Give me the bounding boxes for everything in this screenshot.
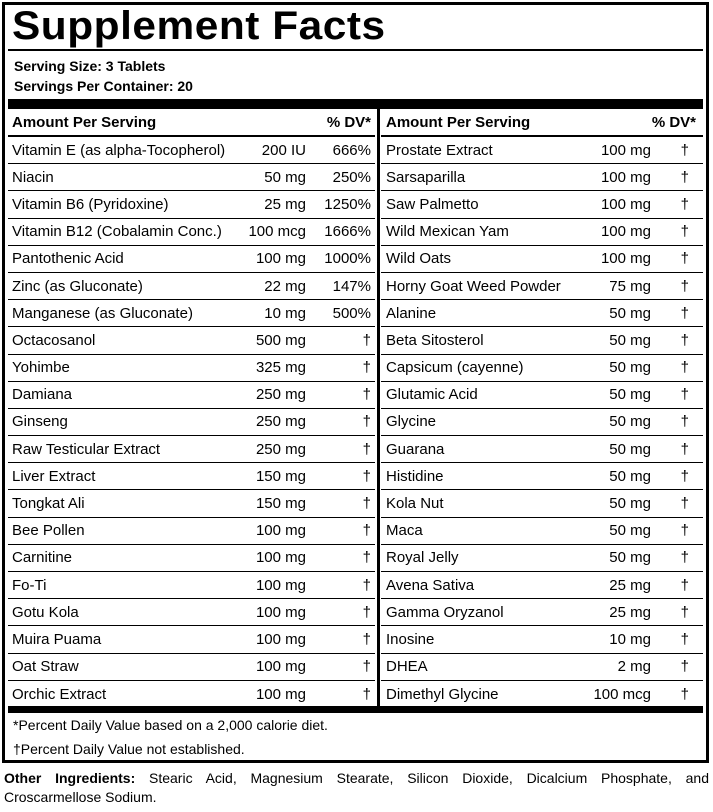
nutrient-row bbox=[8, 626, 375, 653]
nutrient-name: DHEA bbox=[386, 658, 428, 676]
nutrient-name: Ginseng bbox=[12, 413, 68, 431]
nutrient-amount: 100 mg bbox=[255, 549, 306, 567]
nutrient-name: Prostate Extract bbox=[386, 141, 493, 159]
nutrient-amount: 50 mg bbox=[609, 495, 651, 513]
nutrient-name: Liver Extract bbox=[12, 467, 96, 485]
nutrient-row bbox=[8, 518, 375, 545]
nutrient-amount: 500 mg bbox=[255, 331, 306, 349]
nutrient-name: Vitamin B12 (Cobalamin Conc.) bbox=[12, 223, 222, 241]
thick-rule-top bbox=[8, 99, 703, 109]
nutrient-row bbox=[381, 191, 703, 218]
nutrient-amount: 150 mg bbox=[255, 467, 306, 485]
nutrient-dv: 666% bbox=[332, 141, 371, 159]
nutrient-dv: † bbox=[680, 250, 689, 268]
nutrient-dv: † bbox=[680, 467, 689, 485]
nutrient-row bbox=[381, 681, 703, 708]
nutrient-amount: 100 mcg bbox=[593, 685, 651, 703]
nutrient-name: Fo-Ti bbox=[12, 576, 47, 594]
nutrient-dv: † bbox=[362, 495, 371, 513]
nutrient-row bbox=[8, 137, 375, 164]
nutrient-amount: 100 mg bbox=[600, 250, 651, 268]
nutrient-amount: 100 mg bbox=[600, 223, 651, 241]
nutrient-amount: 50 mg bbox=[609, 549, 651, 567]
nutrient-amount: 100 mg bbox=[600, 195, 651, 213]
nutrient-amount: 22 mg bbox=[264, 277, 306, 295]
nutrient-row bbox=[381, 654, 703, 681]
nutrient-row bbox=[8, 463, 375, 490]
nutrient-dv: 500% bbox=[332, 304, 371, 322]
nutrient-name: Gotu Kola bbox=[12, 603, 79, 621]
nutrient-amount: 250 mg bbox=[255, 413, 306, 431]
nutrient-name: Gamma Oryzanol bbox=[386, 603, 504, 621]
nutrient-amount: 325 mg bbox=[255, 359, 306, 377]
nutrient-row bbox=[8, 599, 375, 626]
nutrient-dv: † bbox=[362, 467, 371, 485]
other-ingredients bbox=[4, 769, 709, 807]
nutrient-name: Wild Mexican Yam bbox=[386, 223, 509, 241]
nutrient-row bbox=[381, 300, 703, 327]
column-divider bbox=[377, 109, 380, 706]
nutrient-name: Vitamin B6 (Pyridoxine) bbox=[12, 195, 169, 213]
column-header bbox=[381, 109, 703, 137]
nutrient-dv: † bbox=[362, 440, 371, 458]
nutrient-name: Zinc (as Gluconate) bbox=[12, 277, 143, 295]
nutrient-name: Kola Nut bbox=[386, 495, 444, 513]
amount-per-serving-header: Amount Per Serving bbox=[12, 113, 157, 131]
nutrient-row bbox=[381, 545, 703, 572]
nutrient-amount: 100 mg bbox=[600, 168, 651, 186]
nutrient-row bbox=[8, 327, 375, 354]
nutrient-row bbox=[8, 572, 375, 599]
nutrient-row bbox=[381, 164, 703, 191]
nutrient-row bbox=[8, 490, 375, 517]
nutrient-row bbox=[8, 273, 375, 300]
nutrient-dv: † bbox=[680, 576, 689, 594]
nutrient-amount: 50 mg bbox=[264, 168, 306, 186]
footnote-daily-value: *Percent Daily Value based on a 2,000 calorie diet. bbox=[13, 717, 328, 733]
nutrient-name: Octacosanol bbox=[12, 331, 96, 349]
nutrient-row bbox=[381, 409, 703, 436]
nutrient-dv: † bbox=[362, 522, 371, 540]
amount-per-serving-header: Amount Per Serving bbox=[386, 113, 531, 131]
nutrient-dv: † bbox=[362, 359, 371, 377]
column-header bbox=[8, 109, 375, 137]
nutrient-row bbox=[381, 463, 703, 490]
nutrient-dv: † bbox=[680, 141, 689, 159]
nutrient-amount: 50 mg bbox=[609, 359, 651, 377]
nutrient-dv: † bbox=[362, 331, 371, 349]
nutrient-dv: † bbox=[680, 359, 689, 377]
nutrient-amount: 100 mg bbox=[255, 522, 306, 540]
nutrient-row bbox=[381, 273, 703, 300]
nutrient-amount: 100 mcg bbox=[248, 223, 306, 241]
nutrient-dv: † bbox=[362, 576, 371, 594]
nutrient-name: Guarana bbox=[386, 440, 445, 458]
nutrient-amount: 50 mg bbox=[609, 386, 651, 404]
nutrient-row bbox=[381, 572, 703, 599]
nutrient-name: Capsicum (cayenne) bbox=[386, 359, 524, 377]
nutrient-dv: † bbox=[680, 495, 689, 513]
nutrient-name: Wild Oats bbox=[386, 250, 452, 268]
nutrient-name: Horny Goat Weed Powder bbox=[386, 277, 561, 295]
nutrient-name: Glycine bbox=[386, 413, 437, 431]
nutrient-row bbox=[381, 490, 703, 517]
dv-header: % DV* bbox=[326, 113, 371, 131]
nutrient-name: Bee Pollen bbox=[12, 522, 85, 540]
serving-size: Serving Size: 3 Tablets bbox=[14, 58, 166, 74]
nutrient-dv: † bbox=[680, 277, 689, 295]
nutrient-name: Carnitine bbox=[12, 549, 73, 567]
nutrient-name: Raw Testicular Extract bbox=[12, 440, 161, 458]
nutrient-dv: † bbox=[680, 603, 689, 621]
nutrient-row bbox=[381, 599, 703, 626]
nutrient-dv: † bbox=[680, 223, 689, 241]
other-ingredients-text: Stearic Acid, Magnesium Stearate, Silicon Dioxide, Dicalcium Phosphate, and Croscarmellose Sodium. bbox=[4, 770, 709, 805]
supplement-facts-panel bbox=[2, 2, 709, 763]
nutrient-amount: 100 mg bbox=[255, 685, 306, 703]
nutrient-row bbox=[8, 382, 375, 409]
nutrient-name: Manganese (as Gluconate) bbox=[12, 304, 193, 322]
nutrient-amount: 250 mg bbox=[255, 440, 306, 458]
nutrient-dv: 1250% bbox=[324, 195, 371, 213]
nutrient-dv: † bbox=[680, 168, 689, 186]
nutrient-name: Damiana bbox=[12, 386, 73, 404]
nutrient-amount: 25 mg bbox=[609, 603, 651, 621]
nutrient-dv: 250% bbox=[332, 168, 371, 186]
nutrient-row bbox=[381, 382, 703, 409]
nutrient-row bbox=[8, 545, 375, 572]
nutrient-dv: 1000% bbox=[324, 250, 371, 268]
right-nutrient-rows bbox=[381, 137, 703, 708]
nutrient-dv: † bbox=[680, 549, 689, 567]
panel-title: Supplement Facts bbox=[12, 4, 386, 48]
nutrient-name: Vitamin E (as alpha-Tocopherol) bbox=[12, 141, 226, 159]
nutrient-name: Maca bbox=[386, 522, 423, 540]
nutrient-name: Alanine bbox=[386, 304, 437, 322]
nutrient-amount: 50 mg bbox=[609, 331, 651, 349]
nutrient-amount: 50 mg bbox=[609, 440, 651, 458]
nutrient-dv: † bbox=[362, 630, 371, 648]
nutrient-dv: † bbox=[362, 386, 371, 404]
nutrient-row bbox=[381, 436, 703, 463]
left-nutrient-rows bbox=[8, 137, 375, 708]
nutrient-amount: 200 IU bbox=[261, 141, 306, 159]
nutrient-name: Yohimbe bbox=[12, 359, 70, 377]
nutrient-dv: † bbox=[362, 603, 371, 621]
nutrient-name: Avena Sativa bbox=[386, 576, 475, 594]
dv-header: % DV* bbox=[651, 113, 696, 131]
nutrient-row bbox=[8, 436, 375, 463]
nutrient-dv: † bbox=[680, 413, 689, 431]
left-column bbox=[8, 109, 375, 708]
nutrient-row bbox=[381, 137, 703, 164]
nutrient-name: Royal Jelly bbox=[386, 549, 459, 567]
nutrient-dv: † bbox=[362, 658, 371, 676]
nutrient-dv: † bbox=[680, 331, 689, 349]
title-rule bbox=[8, 49, 703, 51]
nutrient-name: Sarsaparilla bbox=[386, 168, 466, 186]
nutrient-dv: † bbox=[680, 304, 689, 322]
nutrient-dv: † bbox=[680, 195, 689, 213]
nutrient-row bbox=[381, 246, 703, 273]
nutrient-amount: 50 mg bbox=[609, 304, 651, 322]
right-column bbox=[381, 109, 703, 708]
nutrient-name: Oat Straw bbox=[12, 658, 79, 676]
nutrient-amount: 100 mg bbox=[255, 576, 306, 594]
nutrient-dv: † bbox=[680, 522, 689, 540]
nutrient-name: Saw Palmetto bbox=[386, 195, 479, 213]
nutrient-amount: 150 mg bbox=[255, 495, 306, 513]
nutrient-amount: 100 mg bbox=[255, 658, 306, 676]
nutrient-row bbox=[381, 327, 703, 354]
nutrient-amount: 100 mg bbox=[255, 250, 306, 268]
nutrient-dv: † bbox=[680, 685, 689, 703]
nutrient-row bbox=[381, 518, 703, 545]
nutrient-row bbox=[8, 164, 375, 191]
nutrient-name: Histidine bbox=[386, 467, 444, 485]
nutrient-amount: 25 mg bbox=[609, 576, 651, 594]
other-ingredients-label: Other Ingredients: bbox=[4, 770, 136, 786]
nutrient-name: Glutamic Acid bbox=[386, 386, 478, 404]
nutrient-name: Dimethyl Glycine bbox=[386, 685, 499, 703]
nutrient-row bbox=[8, 219, 375, 246]
nutrient-amount: 75 mg bbox=[609, 277, 651, 295]
nutrient-row bbox=[8, 681, 375, 708]
nutrient-dv: † bbox=[680, 440, 689, 458]
nutrient-row bbox=[8, 355, 375, 382]
nutrient-amount: 100 mg bbox=[255, 630, 306, 648]
nutrient-name: Niacin bbox=[12, 168, 54, 186]
servings-per-container: Servings Per Container: 20 bbox=[14, 78, 193, 94]
nutrient-amount: 100 mg bbox=[255, 603, 306, 621]
nutrient-amount: 250 mg bbox=[255, 386, 306, 404]
nutrient-name: Muira Puama bbox=[12, 630, 102, 648]
nutrient-amount: 50 mg bbox=[609, 413, 651, 431]
nutrient-dv: † bbox=[362, 549, 371, 567]
nutrient-name: Tongkat Ali bbox=[12, 495, 85, 513]
nutrient-amount: 100 mg bbox=[600, 141, 651, 159]
nutrient-dv: 1666% bbox=[324, 223, 371, 241]
nutrient-row bbox=[8, 654, 375, 681]
nutrient-dv: † bbox=[680, 630, 689, 648]
nutrient-row bbox=[381, 355, 703, 382]
nutrient-row bbox=[381, 626, 703, 653]
nutrient-name: Inosine bbox=[386, 630, 435, 648]
nutrient-amount: 25 mg bbox=[264, 195, 306, 213]
nutrient-row bbox=[8, 246, 375, 273]
nutrient-name: Orchic Extract bbox=[12, 685, 107, 703]
nutrient-row bbox=[8, 409, 375, 436]
nutrient-row bbox=[8, 191, 375, 218]
nutrient-dv: † bbox=[680, 658, 689, 676]
nutrient-name: Pantothenic Acid bbox=[12, 250, 124, 268]
nutrient-dv: 147% bbox=[332, 277, 371, 295]
nutrient-dv: † bbox=[362, 685, 371, 703]
nutrient-amount: 10 mg bbox=[264, 304, 306, 322]
nutrient-amount: 2 mg bbox=[617, 658, 651, 676]
nutrient-name: Beta Sitosterol bbox=[386, 331, 484, 349]
nutrient-row bbox=[381, 219, 703, 246]
nutrient-amount: 50 mg bbox=[609, 522, 651, 540]
nutrient-dv: † bbox=[680, 386, 689, 404]
thick-rule-bottom bbox=[8, 706, 703, 713]
nutrient-amount: 50 mg bbox=[609, 467, 651, 485]
nutrient-dv: † bbox=[362, 413, 371, 431]
nutrient-row bbox=[8, 300, 375, 327]
footnote-not-established: †Percent Daily Value not established. bbox=[13, 741, 245, 757]
nutrient-amount: 10 mg bbox=[609, 630, 651, 648]
